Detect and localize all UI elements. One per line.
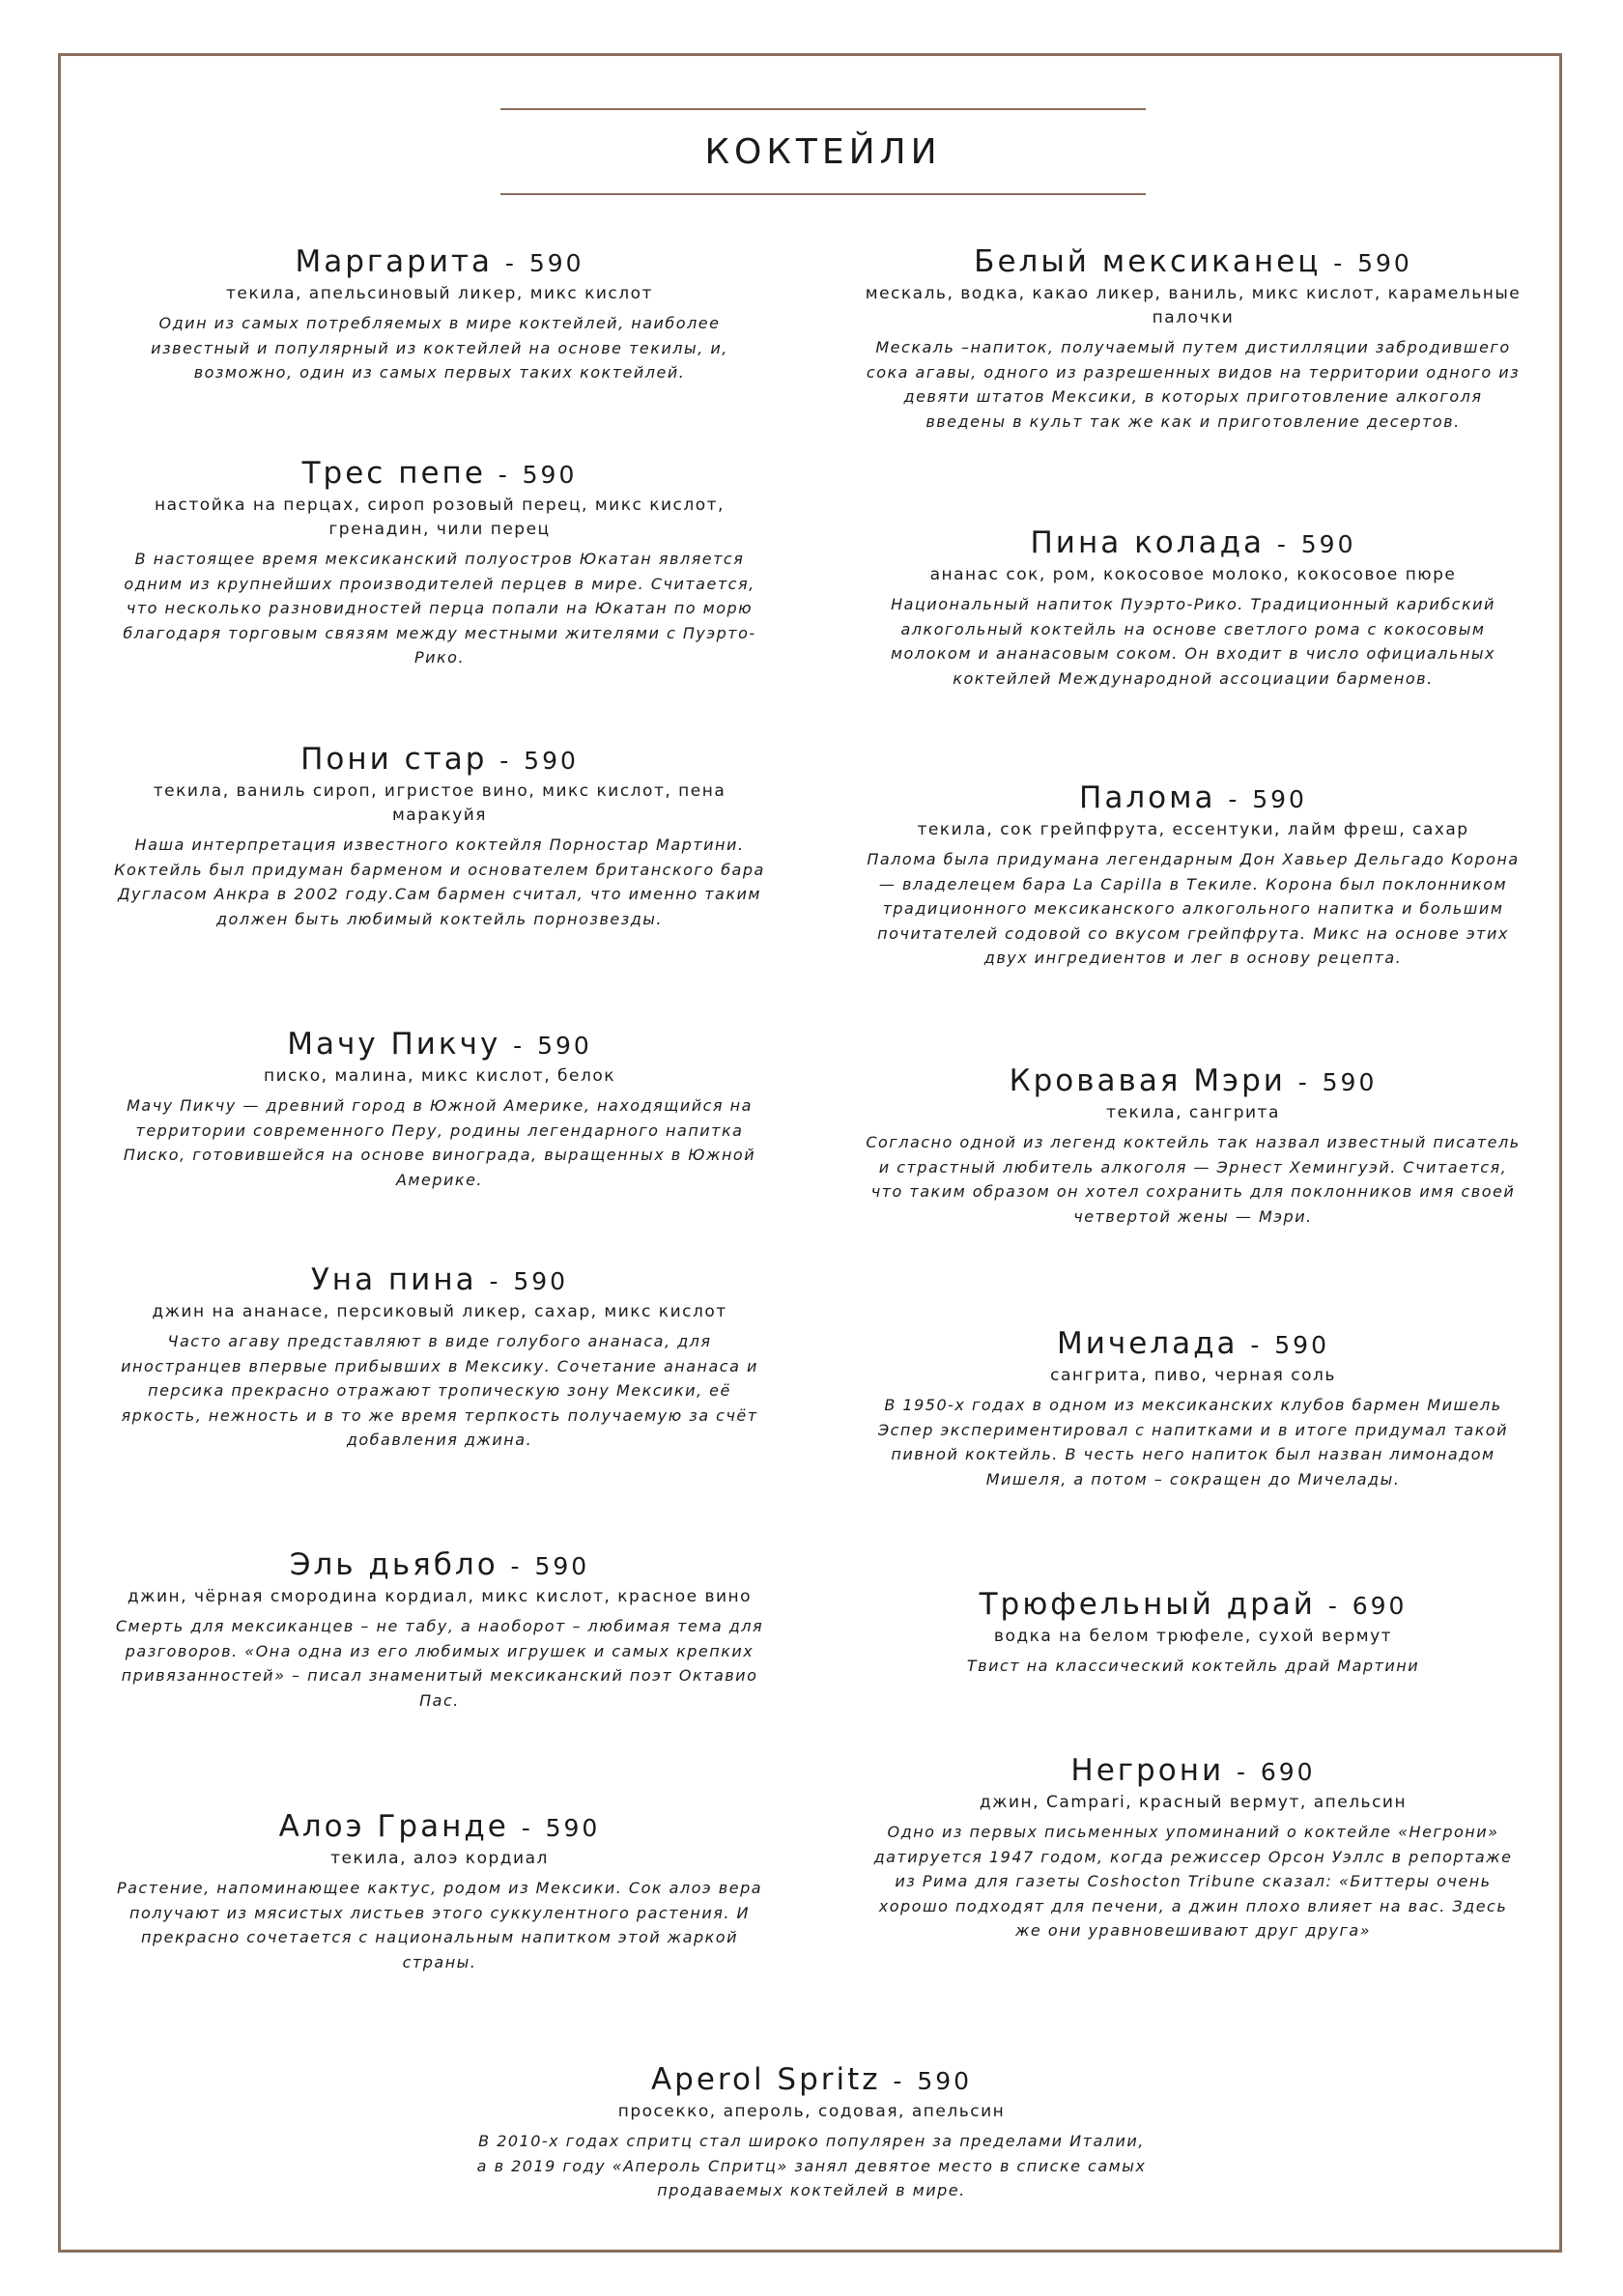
cocktail-description: Согласно одной из легенд коктейль так назвал известный писатель и страстный любитель алкоголя — Эрнест Хемингуэй. Считается, что таким образом он хотел сохранить для поклонников имя своей четвертой жены — Мэри. xyxy=(866,1133,1521,1226)
cocktail-item xyxy=(111,241,768,385)
cocktail-name: Мичелада xyxy=(1057,1326,1239,1361)
cocktail-ingredients: джин на ананасе, персиковый ликер, сахар, микс кислот xyxy=(152,1302,727,1321)
cocktail-ingredients: писко, малина, микс кислот, белок xyxy=(264,1066,615,1086)
cocktail-heading xyxy=(111,739,768,781)
price-separator: - xyxy=(1297,1068,1310,1096)
price-separator: - xyxy=(510,1552,523,1580)
cocktail-ingredients: просекко, апероль, содовая, апельсин xyxy=(617,2102,1006,2121)
cocktail-item xyxy=(111,1260,768,1453)
cocktail-item xyxy=(111,1545,768,1713)
menu-title: КОКТЕЙЛИ xyxy=(704,131,942,172)
price-separator: - xyxy=(489,1267,501,1295)
cocktail-description: Один из самых потребляемых в мире коктейлей, наиболее известный и популярный из коктейлей на основе текилы, и, возможно, один из самых первых таких коктейлей. xyxy=(151,314,728,382)
cocktail-ingredients: джин, Campari, красный вермут, апельсин xyxy=(979,1793,1408,1812)
cocktail-price: 590 xyxy=(534,1552,590,1580)
cocktail-ingredients: текила, апельсиновый ликер, микс кислот xyxy=(226,284,653,303)
cocktail-ingredients: сангрита, пиво, черная соль xyxy=(1050,1366,1336,1385)
cocktail-name: Эль дьябло xyxy=(289,1547,498,1582)
cocktail-item xyxy=(865,523,1522,691)
cocktail-heading xyxy=(865,523,1522,565)
cocktail-name: Уна пина xyxy=(310,1262,477,1297)
cocktail-name: Пина колада xyxy=(1030,525,1266,560)
cocktail-description: Одно из первых письменных упоминаний о коктейле «Негрони» датируется 1947 годом, когда режиссер Орсон Уэллс в репортаже из Рима для газеты Coshocton Tribune сказал: «Биттеры очень хорошо подходят для печени, а джин плохо влияет на вас. Здесь же они уравновешивают друг друга» xyxy=(873,1823,1513,1940)
cocktail-description: Растение, напоминающее кактус, родом из Мексики. Сок алоэ вера получают из мясистых листьев этого суккулентного растения. И прекрасно сочетается с национальным напитком этой жаркой страны. xyxy=(116,1879,763,1971)
cocktail-ingredients: мескаль, водка, какао ликер, ваниль, микс кислот, карамельные палочки xyxy=(865,284,1522,327)
cocktail-heading xyxy=(111,453,768,496)
cocktail-name: Алоэ Гранде xyxy=(278,1809,509,1844)
cocktail-item xyxy=(406,2059,1217,2203)
cocktail-price: 590 xyxy=(1322,1068,1378,1096)
cocktail-heading xyxy=(865,1750,1522,1793)
cocktail-name: Маргарита xyxy=(295,244,494,279)
cocktail-ingredients: текила, сок грейпфрута, ессентуки, лайм фреш, сахар xyxy=(917,820,1469,839)
cocktail-item xyxy=(865,1061,1522,1229)
cocktail-item xyxy=(111,1806,768,1974)
cocktail-name: Трес пепе xyxy=(301,456,486,491)
cocktail-price: 590 xyxy=(513,1267,569,1295)
cocktail-ingredients: текила, алоэ кордиал xyxy=(330,1849,549,1868)
cocktail-heading xyxy=(865,778,1522,820)
cocktail-item xyxy=(865,778,1522,971)
cocktail-ingredients: текила, сангрита xyxy=(1106,1103,1280,1122)
cocktail-price: 590 xyxy=(545,1814,601,1842)
cocktail-description: Мескаль –напиток, получаемый путем дистилляции забродившего сока агавы, одного из разрешенных видов на территории одного из девяти штатов Мексики, в которых приготовление алкоголя введены в культ так же как и приготовление десертов. xyxy=(866,338,1521,431)
cocktail-heading xyxy=(111,241,768,284)
price-separator: - xyxy=(1333,249,1346,277)
price-separator: - xyxy=(1228,785,1240,813)
cocktail-item xyxy=(111,1024,768,1192)
cocktail-price: 690 xyxy=(1352,1592,1408,1620)
cocktail-name: Aperol Spritz xyxy=(650,2062,881,2097)
cocktail-name: Трюфельный драй xyxy=(979,1587,1316,1622)
cocktail-description: Национальный напиток Пуэрто-Рико. Традиционный карибский алкогольный коктейль на основе светлого рома с кокосовым молоком и ананасовым соком. Он входит в число официальных коктейлей Международной ассоциации барменов. xyxy=(890,595,1496,688)
cocktail-description: Часто агаву представляют в виде голубого ананаса, для иностранцев впервые прибывших в Мексику. Сочетание ананаса и персика прекрасно отражают тропическую зону Мексики, её яркость, нежность и в то же время терпкость получаемую за счёт добавления джина. xyxy=(121,1332,758,1449)
cocktail-name: Негрони xyxy=(1070,1753,1225,1788)
cocktail-heading xyxy=(111,1545,768,1587)
cocktail-item xyxy=(865,1750,1522,1943)
price-separator: - xyxy=(1276,530,1289,558)
cocktail-heading xyxy=(865,1584,1522,1627)
cocktail-price: 590 xyxy=(1357,249,1412,277)
cocktail-ingredients: водка на белом трюфеле, сухой вермут xyxy=(993,1627,1393,1646)
cocktail-heading xyxy=(865,1061,1522,1103)
cocktail-price: 590 xyxy=(522,461,578,489)
cocktail-description: В настоящее время мексиканский полуостров Юкатан является одним из крупнейших производителей перцев в мире. Считается, что несколько разновидностей перца попали на Юкатан по морю благодаря торговым связям между местными жителями с Пуэрто-Рико. xyxy=(123,550,756,666)
price-separator: - xyxy=(1250,1331,1263,1359)
cocktail-heading xyxy=(865,241,1522,284)
cocktail-description: Наша интерпретация известного коктейля Порнoстар Мартини. Коктейль был придуман барменом и основателем британского бара Дугласом Анкра в 2002 году.Сам бармен считал, что именно таким должен быть любимый коктейль порнозвезды. xyxy=(114,836,765,928)
cocktail-heading xyxy=(111,1806,768,1849)
cocktail-price: 590 xyxy=(528,249,584,277)
cocktail-price: 590 xyxy=(1300,530,1356,558)
cocktail-price: 590 xyxy=(537,1032,592,1060)
price-separator: - xyxy=(893,2067,905,2095)
price-separator: - xyxy=(521,1814,533,1842)
cocktail-price: 590 xyxy=(524,747,579,775)
price-separator: - xyxy=(498,461,510,489)
cocktail-description: В 2010-х годах спритц стал широко популярен за пределами Италии, а в 2019 году «Апероль Спритц» занял девятое место в списке самых продаваемых коктейлей в мире. xyxy=(476,2132,1147,2199)
cocktail-description: В 1950-х годах в одном из мексиканских клубов бармен Мишель Эспер экспериментировал с напитками и в итоге придумал такой пивной коктейль. В честь него напиток был назван лимонадом Мишеля, а потом – сокращен до Мичелады. xyxy=(877,1396,1509,1488)
cocktail-item xyxy=(865,241,1522,434)
cocktail-heading xyxy=(111,1260,768,1302)
cocktail-description: Мачу Пикчу — древний город в Южной Америке, находящийся на территории современного Перу, родины легендарного напитка Писко, готовившейся на основе винограда, выращенных в Южной Америке. xyxy=(123,1096,756,1189)
cocktail-heading xyxy=(406,2059,1217,2102)
cocktail-description: Смерть для мексиканцев – не табу, а наоборот – любимая тема для разговоров. «Она одна из его любимых игрушек и самых крепких привязанностей» – писал знаменитый мексиканский поэт Октавио Пас. xyxy=(115,1617,764,1710)
price-separator: - xyxy=(499,747,512,775)
cocktail-price: 590 xyxy=(1274,1331,1329,1359)
price-separator: - xyxy=(1236,1758,1249,1786)
cocktail-description: Палома была придумана легендарным Дон Хавьер Дельгадо Корона — владелецем бара La Capilla в Текиле. Корона был поклонником традиционного мексиканского алкогольного напитка и большим почитателей содовой со вкусом грейпфрута. Микс на основе этих двух ингредиентов и лег в основу рецепта. xyxy=(867,850,1520,967)
cocktail-name: Кровавая Мэри xyxy=(1009,1063,1286,1098)
cocktail-name: Мачу Пикчу xyxy=(287,1027,501,1062)
price-separator: - xyxy=(513,1032,526,1060)
cocktail-heading xyxy=(865,1323,1522,1366)
cocktail-price: 590 xyxy=(1252,785,1307,813)
cocktail-description: Твист на классический коктейль драй Мартини xyxy=(966,1657,1420,1675)
price-separator: - xyxy=(504,249,517,277)
cocktail-name: Белый мексиканец xyxy=(974,244,1322,279)
cocktail-ingredients: джин, чёрная смородина кордиал, микс кислот, красное вино xyxy=(127,1587,753,1606)
cocktail-item xyxy=(865,1584,1522,1679)
cocktail-heading xyxy=(111,1024,768,1066)
cocktail-item xyxy=(865,1323,1522,1491)
cocktail-price: 590 xyxy=(917,2067,973,2095)
cocktail-ingredients: ананас сок, ром, кокосовое молоко, кокосовое пюре xyxy=(929,565,1457,584)
cocktail-name: Пони стар xyxy=(300,742,488,777)
price-separator: - xyxy=(1327,1592,1340,1620)
cocktail-ingredients: настойка на перцах, сироп розовый перец, микс кислот, гренадин, чили перец xyxy=(155,496,725,539)
menu-title-block xyxy=(500,108,1146,195)
cocktail-price: 690 xyxy=(1260,1758,1316,1786)
cocktail-item xyxy=(111,739,768,931)
cocktail-name: Палома xyxy=(1079,780,1216,815)
cocktail-ingredients: текила, ваниль сироп, игристое вино, микс кислот, пена маракуйя xyxy=(153,781,726,825)
cocktail-item xyxy=(111,453,768,670)
